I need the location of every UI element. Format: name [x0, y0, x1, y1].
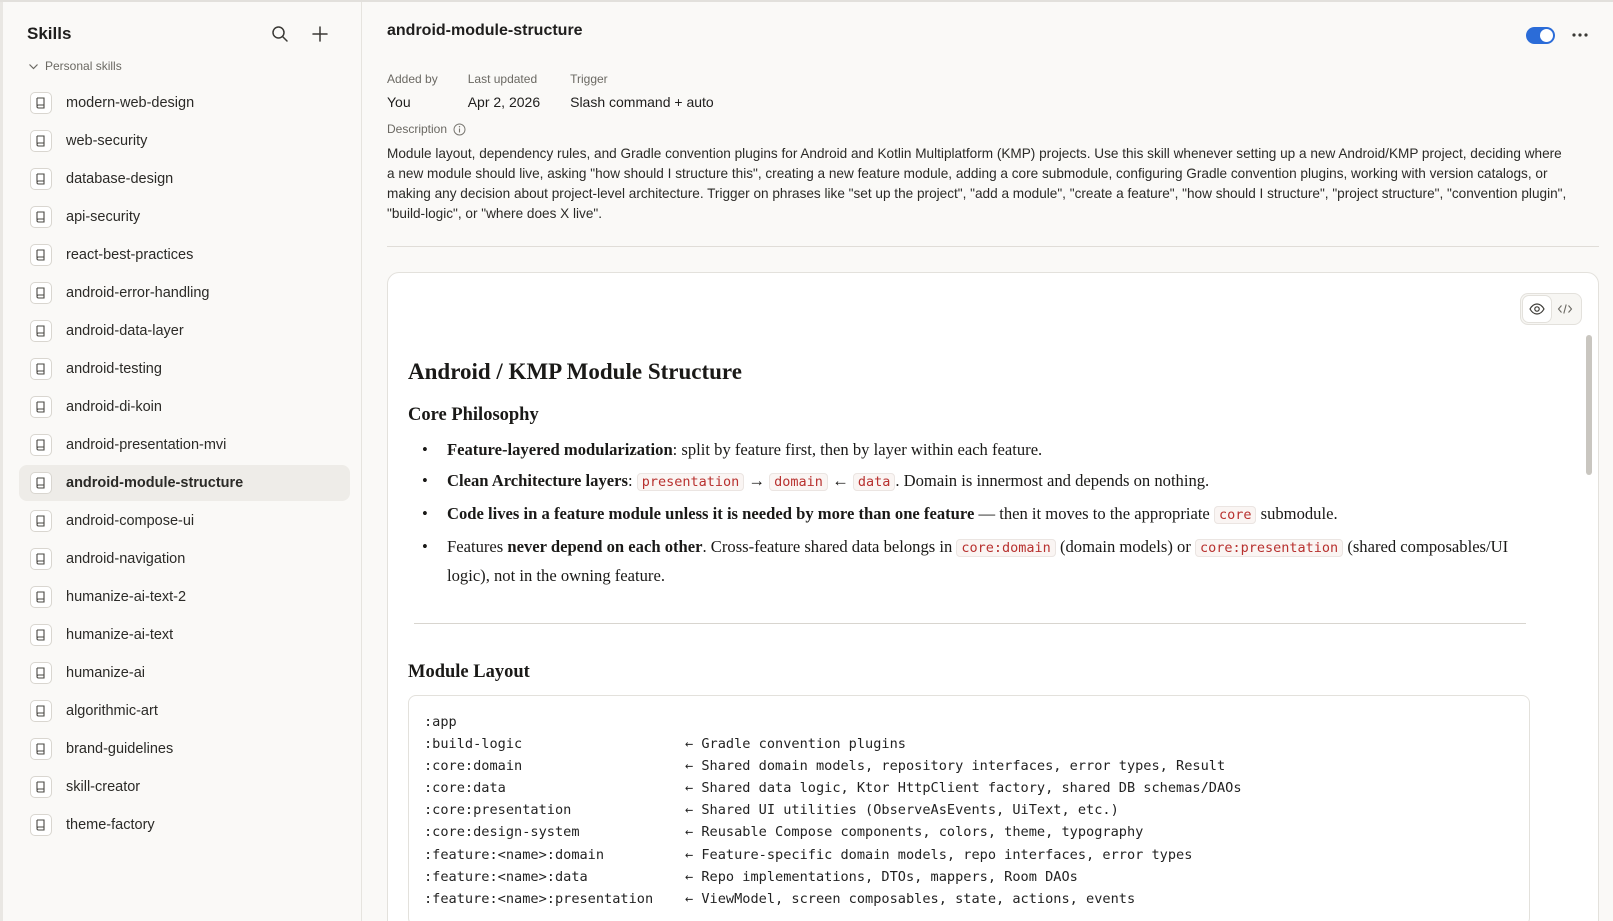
scroll-icon	[30, 396, 52, 418]
sidebar-item-humanize-ai-text[interactable]: humanize-ai-text	[19, 617, 350, 653]
sidebar-title: Skills	[27, 24, 72, 43]
list-item: • Features never depend on each other. Cross-feature shared data belongs in core:domain (domain models) or core:presentation (shared composables/UI logic), not in the owning feature.	[422, 533, 1538, 589]
sidebar	[0, 2, 362, 921]
sidebar-item-android-module-structure[interactable]: android-module-structure	[19, 465, 350, 501]
page-title: android-module-structure	[387, 22, 583, 39]
sidebar-item-humanize-ai[interactable]: humanize-ai	[19, 655, 350, 691]
search-icon[interactable]	[269, 22, 291, 46]
skill-meta	[387, 72, 714, 110]
core-philosophy-list	[408, 436, 1538, 589]
info-icon[interactable]	[453, 123, 466, 136]
core-philosophy-heading: Core Philosophy	[408, 405, 539, 425]
scroll-icon	[30, 510, 52, 532]
code-line: :app	[424, 714, 457, 730]
last-updated: Last updated Apr 2, 2026	[467, 72, 541, 110]
trigger: Trigger Slash command + auto	[570, 72, 714, 110]
sidebar-item-database-design[interactable]: database-design	[19, 161, 350, 197]
scroll-icon	[30, 130, 52, 152]
section-divider	[414, 623, 1526, 624]
sidebar-item-android-navigation[interactable]: android-navigation	[19, 541, 350, 577]
code-line: :build-logic ← Gradle convention plugins	[424, 736, 906, 753]
enable-toggle[interactable]	[1526, 27, 1555, 44]
sidebar-item-skill-creator[interactable]: skill-creator	[19, 769, 350, 805]
sidebar-item-android-compose-ui[interactable]: android-compose-ui	[19, 503, 350, 539]
code-line: :core:data ← Shared data logic, Ktor HttpClient factory, shared DB schemas/DAOs	[424, 780, 1242, 797]
personal-skills-toggle[interactable]	[28, 59, 122, 73]
chevron-down-icon	[28, 61, 39, 72]
sidebar-item-brand-guidelines[interactable]: brand-guidelines	[19, 731, 350, 767]
skill-list	[19, 85, 350, 845]
sidebar-item-android-testing[interactable]: android-testing	[19, 351, 350, 387]
scroll-icon	[30, 244, 52, 266]
scroll-icon	[30, 738, 52, 760]
sidebar-item-humanize-ai-text-2[interactable]: humanize-ai-text-2	[19, 579, 350, 615]
scroll-icon	[30, 624, 52, 646]
plus-icon	[312, 26, 328, 42]
list-item: • Clean Architecture layers: presentation → domain ← data . Domain is innermost and depends on nothing.	[422, 467, 1538, 496]
added-by: Added by You	[387, 72, 438, 110]
code-line: :feature:<name>:domain ← Feature-specific domain models, repo interfaces, error types	[424, 846, 1193, 863]
section-label: Personal skills	[45, 59, 122, 73]
scroll-icon	[30, 434, 52, 456]
list-item: • Code lives in a feature module unless it is needed by more than one feature — then it moves to the appropriate core submodule.	[422, 500, 1538, 529]
description-label: Description	[387, 122, 466, 136]
scroll-icon	[30, 586, 52, 608]
skill-detail	[363, 2, 1613, 921]
code-line: :feature:<name>:data ← Repo implementations, DTOs, mappers, Room DAOs	[424, 868, 1078, 885]
scroll-icon	[30, 92, 52, 114]
scroll-icon	[30, 814, 52, 836]
scroll-icon	[30, 206, 52, 228]
module-layout-heading: Module Layout	[408, 662, 530, 682]
scroll-icon	[30, 776, 52, 798]
sidebar-item-modern-web-design[interactable]: modern-web-design	[19, 85, 350, 121]
code-line: :core:design-system ← Reusable Compose components, colors, theme, typography	[424, 824, 1144, 841]
scroll-icon	[30, 282, 52, 304]
view-mode-toggle	[1520, 293, 1582, 325]
skill-document	[387, 272, 1599, 921]
sidebar-item-api-security[interactable]: api-security	[19, 199, 350, 235]
sidebar-item-android-data-layer[interactable]: android-data-layer	[19, 313, 350, 349]
sidebar-item-android-error-handling[interactable]: android-error-handling	[19, 275, 350, 311]
scroll-icon	[30, 168, 52, 190]
scroll-icon	[30, 700, 52, 722]
document-scrollbar[interactable]	[1586, 335, 1592, 475]
divider	[387, 246, 1599, 247]
code-view-icon[interactable]	[1551, 296, 1579, 322]
description-text: Module layout, dependency rules, and Gradle convention plugins for Android and Kotlin Multiplatform (KMP) projects. Use this skill whenever setting up a new Android/KMP project, deciding where a new module should live, asking "how should I structure this", creating a new feature module, adding a core submodule, configuring Gradle convention plugins, working with version catalogs, or making any decision about project-level architecture. Trigger on phrases like "set up the project", "add a module", "create a feature", "how should I structure", "project structure", "convention plugin", "build-logic", or "where does X live".	[387, 146, 1567, 221]
scroll-icon	[30, 472, 52, 494]
sidebar-item-algorithmic-art[interactable]: algorithmic-art	[19, 693, 350, 729]
sidebar-item-android-presentation-mvi[interactable]: android-presentation-mvi	[19, 427, 350, 463]
scroll-icon	[30, 358, 52, 380]
more-options-icon[interactable]	[1569, 24, 1591, 46]
module-layout-code	[408, 695, 1530, 921]
sidebar-item-android-di-koin[interactable]: android-di-koin	[19, 389, 350, 425]
add-skill-button[interactable]	[309, 22, 331, 46]
scroll-icon	[30, 662, 52, 684]
scroll-icon	[30, 548, 52, 570]
document-body	[408, 359, 1538, 921]
code-line: :core:presentation ← Shared UI utilities (ObserveAsEvents, UiText, etc.)	[424, 802, 1119, 819]
sidebar-item-theme-factory[interactable]: theme-factory	[19, 807, 350, 843]
preview-eye-icon[interactable]	[1523, 296, 1551, 322]
sidebar-header	[27, 22, 341, 46]
scroll-icon	[30, 320, 52, 342]
code-line: :feature:<name>:presentation ← ViewModel, screen composables, state, actions, events	[424, 890, 1136, 907]
code-line: :core:domain ← Shared domain models, repository interfaces, error types, Result	[424, 758, 1226, 775]
sidebar-item-react-best-practices[interactable]: react-best-practices	[19, 237, 350, 273]
sidebar-item-web-security[interactable]: web-security	[19, 123, 350, 159]
list-item: • Feature-layered modularization: split by feature first, then by layer within each feature.	[422, 436, 1538, 463]
document-heading: Android / KMP Module Structure	[408, 359, 742, 384]
